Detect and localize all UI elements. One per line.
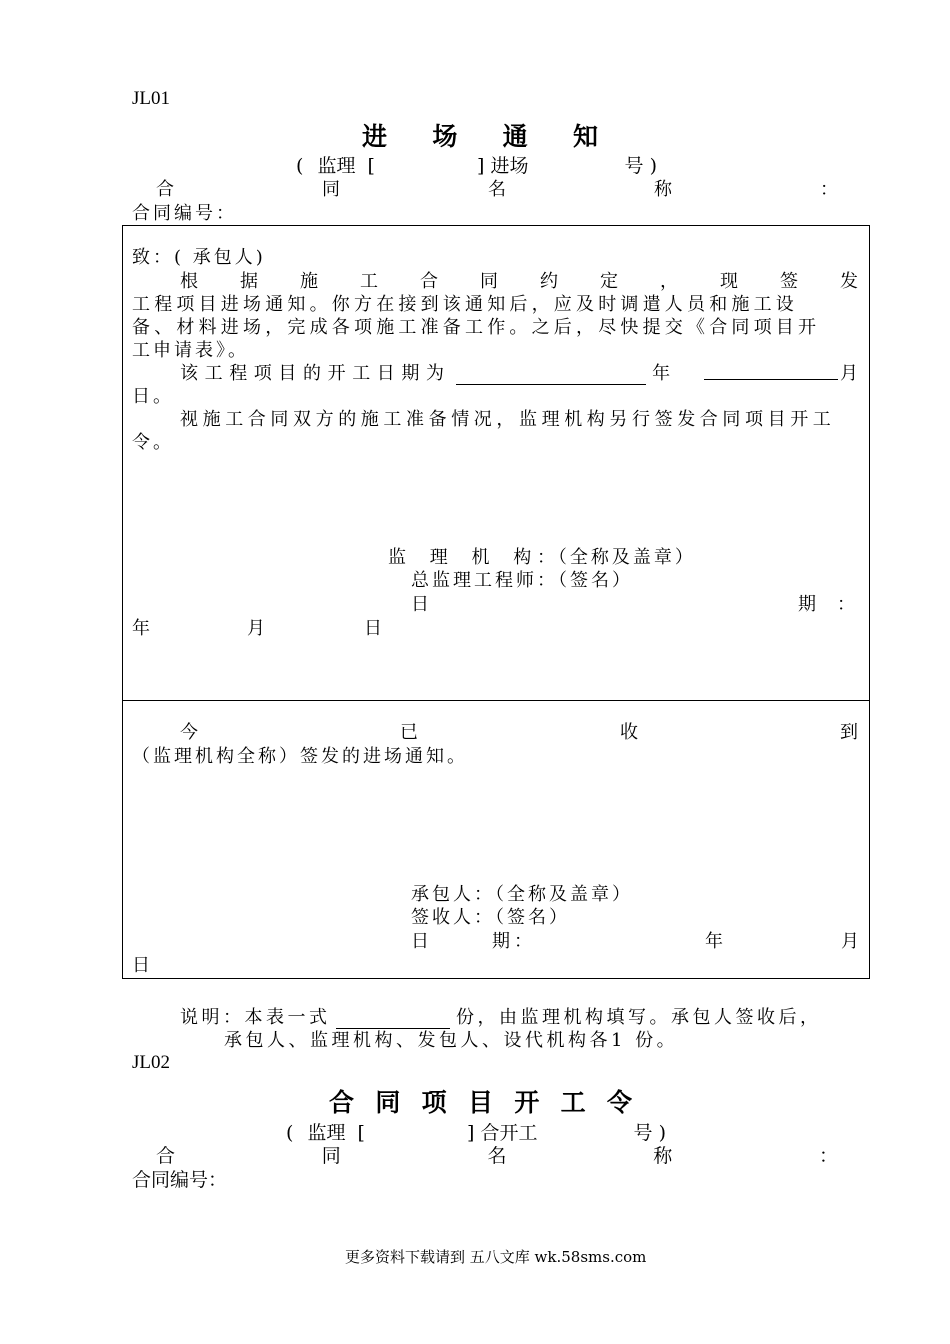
chief-engineer-signature: 总监理工程师：（签名） <box>411 570 633 591</box>
form-note-line-2: 承包人、监理机构、发包人、设代机构各1 份。 <box>224 1030 679 1051</box>
receipt-day-label: 日 <box>132 955 150 976</box>
contract-number-label-2: 合同编号： <box>132 1169 228 1191</box>
supervision-org-signature: 监 理 机 构 ：（全称及盖章） <box>388 547 696 568</box>
notice-paragraph-line-3: 备、材料进场，完成各项施工准备工作。之后，尽快提交《合同项目开 <box>132 317 821 338</box>
form-code: JL01 <box>132 88 170 109</box>
document-number: ( 监理 [ ] 进场 号 ) <box>296 155 658 177</box>
form-note: 说明：本表一式 份，由监理机构填写。承包人签收后， <box>180 1007 822 1028</box>
contract-name-row-2: 合 同 名 称 ： <box>156 1145 838 1167</box>
contractor-signature: 承包人：（全称及盖章） <box>411 884 633 905</box>
recipient-line: 致：( 承包人) <box>132 247 266 268</box>
contract-number-label: 合同编号： <box>132 203 237 224</box>
start-month-label: 月 <box>840 363 858 384</box>
start-year-blank <box>456 368 646 385</box>
sign-date-label: 日 期 ： <box>411 594 855 615</box>
form-title: 进 场 通 知 <box>362 122 600 151</box>
start-date-line: 该工程项目的开工日期为 年 <box>180 363 671 384</box>
receipt-line-1: 今 已 收 到 <box>180 722 858 743</box>
form-title-2: 合 同 项 目 开 工 令 <box>329 1088 634 1117</box>
form-code-2: JL02 <box>132 1052 170 1073</box>
copies-blank <box>336 1012 450 1029</box>
receipt-line-2: （监理机构全称）签发的进场通知。 <box>132 746 468 767</box>
page-footer: 更多资料下载请到 五八文库 wk.58sms.com <box>345 1248 647 1266</box>
notice-paragraph-line-2: 工程项目进场通知。你方在接到该通知后，应及时调遣人员和施工设 <box>132 294 798 315</box>
section-divider <box>123 700 869 701</box>
receipt-date-row: 日 期： 年 月 <box>411 931 859 952</box>
start-day-label: 日。 <box>132 386 174 407</box>
notice-paragraph-3-line-2: 令。 <box>132 432 174 453</box>
notice-paragraph-3-line-1: 视施工合同双方的施工准备情况，监理机构另行签发合同项目开工 <box>180 409 836 430</box>
notice-paragraph-line-1: 根 据 施 工 合 同 约 定 ， 现 签 发 <box>180 271 858 292</box>
contract-name-row: 合 同 名 称 ： <box>156 179 838 200</box>
sign-date-ymd: 年 月 日 <box>132 618 382 639</box>
document-number-2: ( 监理 [ ] 合开工 号 ) <box>286 1122 667 1144</box>
receiver-signature: 签收人：（签名） <box>411 907 570 928</box>
notice-paragraph-line-4: 工申请表》。 <box>132 340 249 361</box>
start-month-blank <box>704 379 838 380</box>
